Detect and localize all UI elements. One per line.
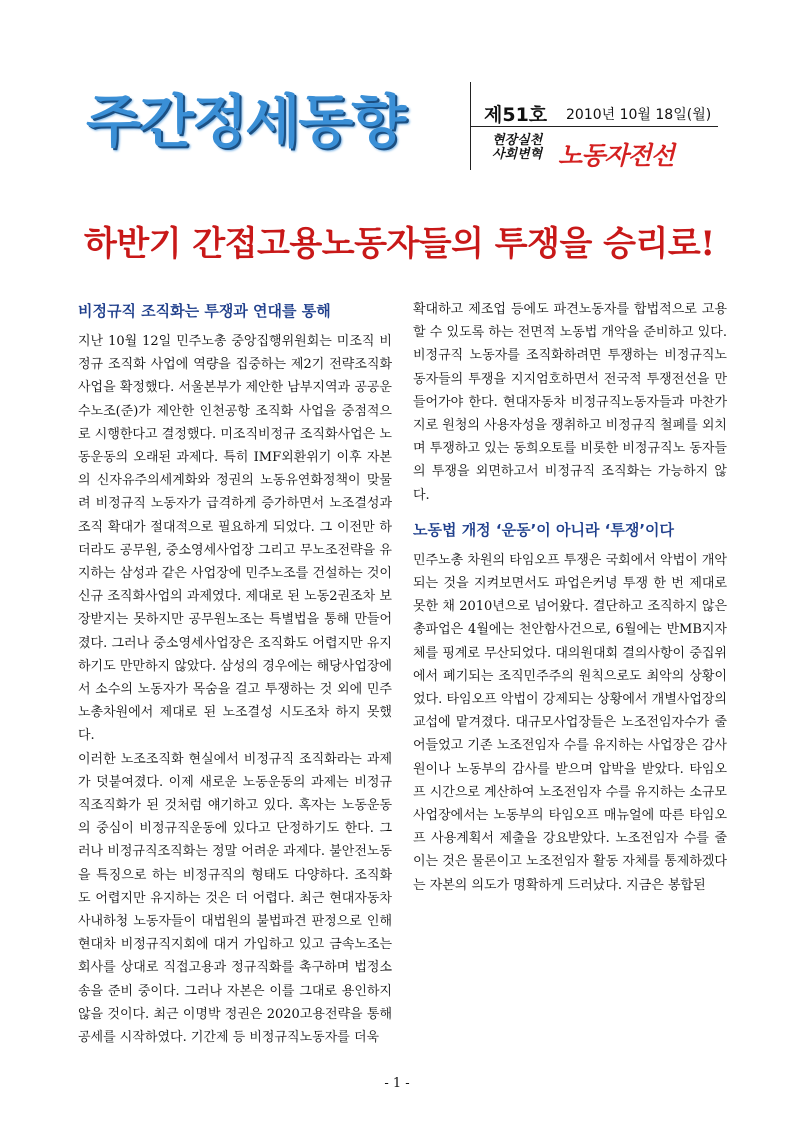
issue-date: 2010년 10월 18일(월): [566, 107, 712, 123]
paragraph: 이러한 노조조직화 현실에서 비정규직 조직화라는 과제가 덧붙여졌다. 이제 새로운 노동운동의 과제는 비정규직조직화가 된 것처럼 얘기하고 있다. 혹자는 노동운동의 중심이 비정규직운동에 있다고 단정하기도 한다. 그러나 비정규직조직화는 정말 어려운 과제다. 불안전노동을 특징으로 하는 비정규직의 형태도 다양하다. 조직화도 어렵지만 유지하는 것은 더 어렵다. 최근 현대자동차 사내하청 노동자들이 대법원의 불법파견 판정으로 인해 현대차 비정규직지회에 대거 가입하고 있고 금속노조는 회사를 상대로 직접고용과 정규직화를 촉구하며 법정소송을 준비 중이다. 그러나 자본은 이를 그대로 용인하지 않을 것이다. 최근 이명박 정권은 2020고용전략을 통해 공세를 시작하였다. 기간제 등 비정규직노동자를 더욱: [78, 751, 392, 1046]
org-slogan-line2: 사회변혁: [492, 147, 543, 162]
org-slogan-line1: 현장실천: [492, 133, 543, 148]
article-column-left: [78, 298, 392, 1049]
issue-number: 제51호: [484, 104, 548, 126]
paragraph-continued: 확대하고 제조업 등에도 파견노동자를 합법적으로 고용할 수 있도록 하는 전면적 노동법 개악을 준비하고 있다. 비정규직 노동자를 조직화하려면 투쟁하는 비정규직노동자들의 투쟁을 지지엄호하면서 전국적 투쟁전선을 만들어가야 한다. 현대자동차 비정규직노동자들과 마찬가지로 원청의 사용자성을 쟁취하고 비정규직 철폐를 외치며 투쟁하고 있는 동희오토를 비롯한 비정규직노 동자들의 투쟁을 외면하고서 비정규직 조직화는 가능하지 않다.: [413, 302, 727, 503]
masthead-title: 주간정세동향: [86, 89, 405, 155]
org-name: 노동자전선: [558, 141, 674, 170]
page-number: - 1 -: [384, 1076, 410, 1091]
section-title: 노동법 개정 ‘운동’이 아니라 ‘투쟁’이다: [413, 520, 675, 539]
headline: 하반기 간접고용노동자들의 투쟁을 승리로!: [84, 224, 715, 264]
paragraph: 민주노총 차원의 타임오프 투쟁은 국회에서 악법이 개악되는 것을 지켜보면서도 파업은커녕 투쟁 한 번 제대로 못한 채 2010년으로 넘어왔다. 결단하고 조직하지 않은 총파업은 4월에는 천안함사건으로, 6월에는 반MB지자체를 핑계로 무산되었다. 대의원대회 결의사항이 중집위에서 폐기되는 조직민주주의 원칙으로도 최악의 상황이었다. 타임오프 악법이 강제되는 상황에서 개별사업장의 교섭에 맡겨졌다. 대규모사업장들은 노조전임자수가 줄어들었고 기존 노조전임자 수를 유지하는 사업장은 감사원이나 노동부의 감사를 받으며 압박을 받았다. 타임오프 시간으로 계산하여 노조전임자 수를 유지하는 소규모 사업장에서는 노동부의 타임오프 매뉴얼에 따른 타임오프 사용계획서 제출을 강요받았다. 노조전임자 수를 줄이는 것은 물론이고 노조전임자 활동 자체를 통제하겠다는 자본의 의도가 명확하게 드러났다. 지금은 봉합된: [413, 552, 727, 893]
section-title: 비정규직 조직화는 투쟁과 연대를 통해: [78, 302, 331, 320]
org-slogan: [492, 134, 554, 162]
paragraph: 지난 10월 12일 민주노총 중앙집행위원회는 미조직 비정규 조직화 사업에 역량을 집중하는 제2기 전략조직화사업을 확정했다. 서울본부가 제안한 남부지역과 공공운수노조(준)가 제안한 인천공항 조직화 사업을 중점적으로 시행한다고 결정했다. 미조직비정규 조직화사업은 노동운동의 오래된 과제다. 특히 IMF외환위기 이후 자본의 신자유주의세계화와 정권의 노동유연화정책이 맞물려 비정규직 노동자가 급격하게 증가하면서 노조결성과 조직 확대가 절대적으로 필요하게 되었다. 그 이전만 하더라도 공무원, 중소영세사업장 그리고 무노조전략을 유지하는 삼성과 같은 사업장에 민주노조를 건설하는 것이 신규 조직화사업의 과제였다. 제대로 된 노동2권조차 보장받지는 못하지만 공무원노조는 특별법을 통해 만들어졌다. 그러나 중소영세사업장은 조직화도 어렵지만 유지하기도 만만하지 않았다. 삼성의 경우에는 해당사업장에서 소수의 노동자가 목숨을 걸고 투쟁하는 것 외에 민주노총차원에서 제대로 된 노조결성 시도조차 하지 못했다.: [78, 334, 392, 744]
article-column-right: [413, 298, 727, 897]
